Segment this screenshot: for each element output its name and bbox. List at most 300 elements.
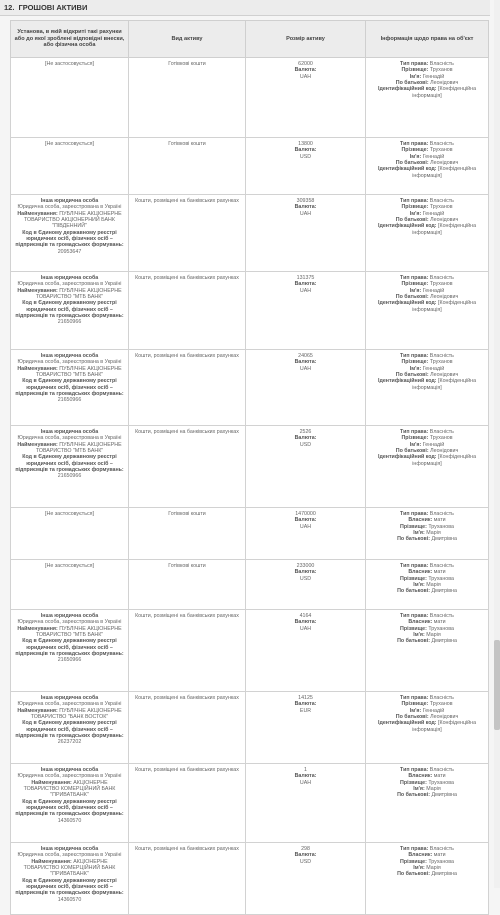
amount-value: 233000	[296, 563, 315, 569]
asset-type-cell: Готівкові кошти	[129, 58, 246, 138]
right-name-value: Геннадій	[422, 707, 445, 714]
right-id-code	[369, 86, 485, 99]
currency-label: Валюта:	[294, 569, 317, 576]
amount-value: 1	[304, 767, 307, 773]
right-surname-value: Труханов	[429, 281, 453, 288]
amount-value: 13800	[298, 141, 313, 147]
institution-description: Юридична особа, зареєстрована в Україні	[17, 773, 122, 780]
amount-value: 309358	[296, 198, 315, 204]
institution-code-value: 21650966	[57, 473, 82, 480]
right-patronymic-value: Леонідович	[430, 160, 459, 167]
right-type-label: Тип права:	[400, 511, 429, 517]
institution-description: Юридична особа, зареєстрована в Україні	[17, 619, 122, 626]
right-id-code-label: Ідентифікаційний код:	[377, 378, 437, 385]
right-info-cell	[366, 508, 489, 560]
right-surname-value: Труханова	[428, 779, 454, 786]
right-info-cell	[366, 610, 489, 692]
institution-name-label: Найменування:	[31, 779, 72, 786]
table-row	[11, 692, 489, 764]
right-patronymic-label: По батькові:	[397, 792, 430, 799]
right-type-label: Тип права:	[400, 61, 429, 67]
right-patronymic	[369, 588, 485, 594]
institution-cell	[11, 138, 129, 195]
right-surname-value: Труханова	[428, 523, 454, 530]
right-surname-value: Труханова	[428, 575, 454, 582]
currency-label: Валюта:	[294, 67, 317, 74]
institution-name-label: Найменування:	[31, 858, 72, 865]
asset-type-cell: Кошти, розміщені на банківських рахунках	[129, 843, 246, 915]
right-id-code-label: Ідентифікаційний код:	[377, 720, 437, 727]
right-surname-label: Прізвище:	[401, 435, 429, 442]
right-id-code-value: [Конфіденційна інформація]	[412, 86, 477, 99]
right-name-label: Ім'я:	[409, 210, 422, 217]
institution-name	[14, 366, 125, 379]
right-info-cell	[366, 764, 489, 843]
right-patronymic-value: Леонідович	[430, 217, 459, 224]
currency-value: UAH	[299, 287, 312, 294]
column-header-right-info: Інформація щодо права на об'єкт	[366, 21, 489, 58]
right-name-label: Ім'я:	[413, 530, 425, 537]
currency-label: Валюта:	[294, 281, 317, 288]
currency-value: UAH	[299, 779, 312, 786]
currency-value: UAH	[299, 625, 312, 632]
amount-value: 4164	[299, 613, 312, 619]
currency-value: USD	[299, 441, 312, 448]
right-type-label: Тип права:	[400, 613, 429, 619]
institution-description: Юридична особа, зареєстрована в Україні	[17, 359, 122, 366]
right-name-value: Геннадій	[422, 441, 445, 448]
currency-label: Валюта:	[294, 701, 317, 708]
right-type-value: Власність	[429, 511, 454, 517]
currency-label: Валюта:	[294, 517, 317, 524]
right-surname-value: Труханова	[428, 858, 454, 865]
right-type-label: Тип права:	[400, 767, 429, 773]
scrollbar-thumb[interactable]	[494, 640, 500, 730]
institution-name	[14, 780, 125, 799]
institution-code	[14, 300, 125, 325]
right-name-label: Ім'я:	[413, 582, 425, 589]
right-surname-label: Прізвище:	[401, 281, 429, 288]
institution-name	[14, 442, 125, 455]
right-name-label: Ім'я:	[409, 441, 422, 448]
institution-code-label: Код в Єдиному державному реєстрі юридичних осіб, фізичних осіб – підприємців та громадських формувань:	[15, 638, 124, 658]
right-info-cell	[366, 138, 489, 195]
currency-label: Валюта:	[294, 619, 317, 626]
right-name-value: Геннадій	[422, 210, 445, 217]
amount-cell	[246, 560, 366, 610]
right-patronymic-label: По батькові:	[395, 448, 429, 455]
institution-category: Інша юридична особа	[40, 767, 99, 773]
right-id-code-label: Ідентифікаційний код:	[377, 454, 437, 461]
currency-label: Валюта:	[294, 359, 317, 366]
right-surname-label: Прізвище:	[400, 575, 427, 582]
right-type-label: Тип права:	[400, 846, 429, 852]
right-type-value: Власність	[429, 767, 454, 773]
right-type-label: Тип права:	[400, 141, 429, 147]
institution-name-value: АКЦІОНЕРНЕ ТОВАРИСТВО КОМЕРЦІЙНИЙ БАНК "ПРИВАТБАНК"	[23, 858, 116, 878]
asset-type-cell: Кошти, розміщені на банківських рахунках	[129, 610, 246, 692]
right-owner-value: мати	[433, 852, 446, 859]
currency-label: Валюта:	[294, 852, 317, 859]
amount-cell	[246, 843, 366, 915]
right-owner-label: Власник:	[408, 619, 433, 626]
right-name-label: Ім'я:	[413, 632, 425, 639]
right-surname-value: Труханов	[429, 204, 453, 211]
institution-description: Юридична особа, зареєстрована в Україні	[17, 204, 122, 211]
right-owner-value: мати	[433, 517, 446, 524]
institution-code-label: Код в Єдиному державному реєстрі юридичних осіб, фізичних осіб – підприємців та громадських формувань:	[15, 454, 124, 474]
amount-cell	[246, 508, 366, 560]
amount-value: 62000	[298, 61, 313, 67]
institution-cell	[11, 195, 129, 272]
amount-cell	[246, 692, 366, 764]
right-id-code	[369, 378, 485, 391]
right-name-value: Геннадій	[422, 365, 445, 372]
institution-name-value: ПУБЛІЧНЕ АКЦІОНЕРНЕ ТОВАРИСТВО "МТБ БАНК"	[35, 625, 122, 639]
institution-name	[14, 288, 125, 301]
institution-name-value: ПУБЛІЧНЕ АКЦІОНЕРНЕ ТОВАРИСТВО "МТБ БАНК"	[35, 441, 122, 455]
amount-cell	[246, 350, 366, 426]
right-surname-value: Труханов	[429, 147, 453, 154]
institution-cell	[11, 560, 129, 610]
institution-code-value: 14360570	[57, 896, 82, 903]
institution-name-value: ПУБЛІЧНЕ АКЦІОНЕРНЕ ТОВАРИСТВО "БАНК ВОСТОК"	[30, 707, 122, 721]
right-name-label: Ім'я:	[409, 287, 422, 294]
right-surname-label: Прізвище:	[400, 858, 427, 865]
institution-name-label: Найменування:	[17, 707, 58, 714]
right-info-cell	[366, 560, 489, 610]
amount-value: 1470000	[295, 511, 316, 517]
institution-code-value: 20953647	[57, 248, 82, 255]
right-owner-value: мати	[433, 619, 446, 626]
institution-cell	[11, 508, 129, 560]
right-surname-label: Прізвище:	[400, 779, 427, 786]
right-name-label: Ім'я:	[409, 365, 422, 372]
right-id-code-value: [Конфіденційна інформація]	[412, 720, 477, 733]
right-type-label: Тип права:	[400, 429, 429, 435]
institution-cell	[11, 350, 129, 426]
right-patronymic-label: По батькові:	[397, 588, 430, 595]
right-type-label: Тип права:	[400, 275, 429, 281]
right-patronymic-label: По батькові:	[395, 80, 429, 87]
right-id-code-label: Ідентифікаційний код:	[377, 300, 437, 307]
right-patronymic	[369, 638, 485, 644]
institution-name	[14, 859, 125, 878]
institution-not-applicable: [Не застосовується]	[45, 511, 94, 517]
right-owner-label: Власник:	[408, 773, 433, 780]
right-surname-value: Труханов	[429, 701, 453, 708]
right-info-cell	[366, 58, 489, 138]
right-info-cell	[366, 692, 489, 764]
amount-cell	[246, 272, 366, 350]
institution-code-value: 21650966	[57, 319, 82, 326]
institution-not-applicable: [Не застосовується]	[45, 563, 94, 569]
right-id-code-value: [Конфіденційна інформація]	[412, 223, 477, 236]
right-type-value: Власність	[429, 275, 454, 281]
right-id-code-label: Ідентифікаційний код:	[377, 166, 437, 173]
right-patronymic	[369, 871, 485, 877]
currency-value: USD	[299, 858, 312, 865]
amount-cell	[246, 138, 366, 195]
amount-value: 298	[301, 846, 310, 852]
institution-cell	[11, 272, 129, 350]
right-info-cell	[366, 350, 489, 426]
right-name-value: Марія	[426, 865, 441, 872]
right-patronymic-label: По батькові:	[395, 372, 429, 379]
right-patronymic-value: Леонідович	[430, 448, 459, 455]
right-patronymic-value: Дмитрівна	[431, 871, 457, 878]
section-header	[0, 0, 490, 16]
currency-label: Валюта:	[294, 204, 317, 211]
institution-code	[14, 799, 125, 824]
right-id-code	[369, 720, 485, 733]
right-patronymic-value: Дмитрівна	[431, 792, 457, 799]
right-id-code	[369, 223, 485, 236]
right-surname-value: Труханова	[428, 625, 454, 632]
amount-value: 14125	[298, 695, 313, 701]
institution-description: Юридична особа, зареєстрована в Україні	[17, 701, 122, 708]
institution-code-value: 26237202	[57, 739, 82, 746]
right-name-value: Марія	[426, 786, 441, 793]
right-name-value: Марія	[426, 530, 441, 537]
right-surname-label: Прізвище:	[401, 67, 429, 74]
table-row	[11, 195, 489, 272]
right-type-label: Тип права:	[400, 198, 429, 204]
column-header-institution: Установа, в якій відкриті такі рахунки або до якої зроблені відповідні внески, або фізична особа	[11, 21, 129, 58]
right-type-value: Власність	[429, 198, 454, 204]
amount-cell	[246, 58, 366, 138]
institution-code	[14, 638, 125, 663]
section-number: 12.	[4, 3, 15, 12]
right-id-code	[369, 454, 485, 467]
right-id-code	[369, 300, 485, 313]
institution-name-label: Найменування:	[17, 625, 58, 632]
institution-name-label: Найменування:	[17, 287, 58, 294]
right-type-value: Власність	[429, 429, 454, 435]
right-id-code-label: Ідентифікаційний код:	[377, 223, 437, 230]
table-row	[11, 764, 489, 843]
right-name-value: Марія	[426, 632, 441, 639]
right-patronymic-label: По батькові:	[397, 638, 430, 645]
table-row	[11, 138, 489, 195]
right-name-label: Ім'я:	[409, 153, 422, 160]
institution-code-value: 21650966	[57, 397, 82, 404]
right-patronymic-value: Дмитрівна	[431, 638, 457, 645]
right-owner-value: мати	[433, 773, 446, 780]
right-patronymic-label: По батькові:	[395, 160, 429, 167]
table-row	[11, 350, 489, 426]
right-surname-label: Прізвище:	[401, 359, 429, 366]
right-id-code-value: [Конфіденційна інформація]	[412, 378, 477, 391]
amount-cell	[246, 195, 366, 272]
column-header-amount: Розмір активу	[246, 21, 366, 58]
right-id-code-value: [Конфіденційна інформація]	[412, 300, 477, 313]
right-patronymic-value: Дмитрівна	[431, 536, 457, 543]
institution-code-label: Код в Єдиному державному реєстрі юридичних осіб, фізичних осіб – підприємців та громадських формувань:	[15, 720, 124, 740]
right-patronymic-value: Леонідович	[430, 294, 459, 301]
right-surname-value: Труханов	[429, 359, 453, 366]
asset-type-cell: Кошти, розміщені на банківських рахунках	[129, 272, 246, 350]
table-row	[11, 272, 489, 350]
currency-value: UAH	[299, 365, 312, 372]
institution-code-label: Код в Єдиному державному реєстрі юридичних осіб, фізичних осіб – підприємців та громадських формувань:	[15, 798, 124, 818]
institution-description: Юридична особа, зареєстрована в Україні	[17, 435, 122, 442]
institution-name-value: ПУБЛІЧНЕ АКЦІОНЕРНЕ ТОВАРИСТВО "МТБ БАНК"	[35, 365, 122, 379]
asset-type-cell: Кошти, розміщені на банківських рахунках	[129, 350, 246, 426]
scrollbar[interactable]	[494, 0, 500, 888]
institution-code	[14, 378, 125, 403]
right-name-value: Геннадій	[422, 73, 445, 80]
asset-type-cell: Готівкові кошти	[129, 560, 246, 610]
currency-value: USD	[299, 153, 312, 160]
right-surname-label: Прізвище:	[401, 204, 429, 211]
right-surname-label: Прізвище:	[400, 523, 427, 530]
right-name-value: Марія	[426, 582, 441, 589]
right-type-value: Власність	[429, 61, 454, 67]
currency-value: UAH	[299, 523, 312, 530]
institution-cell	[11, 426, 129, 508]
asset-type-cell: Кошти, розміщені на банківських рахунках	[129, 426, 246, 508]
right-patronymic-label: По батькові:	[395, 217, 429, 224]
right-type-label: Тип права:	[400, 563, 429, 569]
currency-value: UAH	[299, 210, 312, 217]
right-id-code-value: [Конфіденційна інформація]	[412, 454, 477, 467]
institution-not-applicable: [Не застосовується]	[45, 141, 94, 147]
right-surname-value: Труханов	[429, 67, 453, 74]
institution-name	[14, 708, 125, 721]
institution-code-label: Код в Єдиному державному реєстрі юридичних осіб, фізичних осіб – підприємців та громадських формувань:	[15, 378, 124, 398]
institution-not-applicable: [Не застосовується]	[45, 61, 94, 67]
right-type-value: Власність	[429, 141, 454, 147]
right-patronymic	[369, 792, 485, 798]
right-id-code-label: Ідентифікаційний код:	[377, 86, 437, 93]
institution-name	[14, 626, 125, 639]
table-row	[11, 610, 489, 692]
right-patronymic	[369, 536, 485, 542]
institution-category: Інша юридична особа	[40, 429, 99, 435]
right-patronymic-label: По батькові:	[395, 714, 429, 721]
right-patronymic-value: Леонідович	[430, 80, 459, 87]
institution-code	[14, 878, 125, 903]
section-title: ГРОШОВІ АКТИВИ	[18, 3, 88, 12]
currency-value: USD	[299, 575, 312, 582]
right-type-value: Власність	[429, 353, 454, 359]
institution-code-value: 14360570	[57, 817, 82, 824]
asset-type-cell: Кошти, розміщені на банківських рахунках	[129, 764, 246, 843]
institution-name-label: Найменування:	[17, 210, 58, 217]
right-surname-label: Прізвище:	[400, 625, 427, 632]
right-owner-label: Власник:	[408, 569, 433, 576]
right-patronymic-value: Дмитрівна	[431, 588, 457, 595]
right-type-value: Власність	[429, 846, 454, 852]
institution-name-value: ПУБЛІЧНЕ АКЦІОНЕРНЕ ТОВАРИСТВО "МТБ БАНК"	[35, 287, 122, 301]
currency-label: Валюта:	[294, 435, 317, 442]
table-row	[11, 843, 489, 915]
amount-value: 2526	[299, 429, 312, 435]
asset-type-cell: Кошти, розміщені на банківських рахунках	[129, 692, 246, 764]
right-name-value: Геннадій	[422, 153, 445, 160]
currency-label: Валюта:	[294, 147, 317, 154]
right-patronymic-value: Леонідович	[430, 372, 459, 379]
institution-category: Інша юридична особа	[40, 275, 99, 281]
institution-category: Інша юридична особа	[40, 613, 99, 619]
asset-type-cell: Кошти, розміщені на банківських рахунках	[129, 195, 246, 272]
column-header-asset-type: Вид активу	[129, 21, 246, 58]
amount-cell	[246, 426, 366, 508]
right-name-label: Ім'я:	[409, 707, 422, 714]
right-info-cell	[366, 426, 489, 508]
institution-name	[14, 211, 125, 230]
right-type-label: Тип права:	[400, 695, 429, 701]
right-surname-label: Прізвище:	[401, 701, 429, 708]
right-patronymic-label: По батькові:	[397, 536, 430, 543]
cash-assets-table	[10, 20, 489, 915]
institution-name-label: Найменування:	[17, 365, 58, 372]
institution-category: Інша юридична особа	[40, 695, 99, 701]
table-row	[11, 508, 489, 560]
right-type-value: Власність	[429, 613, 454, 619]
currency-value: EUR	[299, 707, 312, 714]
institution-cell	[11, 692, 129, 764]
institution-name-label: Найменування:	[17, 441, 58, 448]
amount-value: 24065	[298, 353, 313, 359]
table-row	[11, 560, 489, 610]
institution-code-label: Код в Єдиному державному реєстрі юридичних осіб, фізичних осіб – підприємців та громадських формувань:	[15, 300, 124, 320]
right-info-cell	[366, 843, 489, 915]
institution-category: Інша юридична особа	[40, 198, 99, 204]
institution-cell	[11, 764, 129, 843]
right-id-code	[369, 166, 485, 179]
table-row	[11, 58, 489, 138]
institution-cell	[11, 610, 129, 692]
institution-code-label: Код в Єдиному державному реєстрі юридичних осіб, фізичних осіб – підприємців та громадських формувань:	[15, 229, 124, 249]
institution-cell	[11, 58, 129, 138]
right-owner-label: Власник:	[408, 517, 433, 524]
right-surname-label: Прізвище:	[401, 147, 429, 154]
institution-code	[14, 454, 125, 479]
institution-code	[14, 230, 125, 255]
table-row	[11, 426, 489, 508]
right-type-value: Власність	[429, 695, 454, 701]
table-header-row	[11, 21, 489, 58]
right-type-label: Тип права:	[400, 353, 429, 359]
right-name-value: Геннадій	[422, 287, 445, 294]
right-name-label: Ім'я:	[409, 73, 422, 80]
amount-cell	[246, 610, 366, 692]
right-id-code-value: [Конфіденційна інформація]	[412, 166, 477, 179]
currency-label: Валюта:	[294, 773, 317, 780]
asset-type-cell: Готівкові кошти	[129, 508, 246, 560]
right-patronymic-value: Леонідович	[430, 714, 459, 721]
institution-code	[14, 720, 125, 745]
institution-code-value: 21650966	[57, 657, 82, 664]
right-owner-label: Власник:	[408, 852, 433, 859]
amount-value: 131375	[296, 275, 315, 281]
institution-cell	[11, 843, 129, 915]
right-patronymic-label: По батькові:	[395, 294, 429, 301]
right-info-cell	[366, 272, 489, 350]
institution-description: Юридична особа, зареєстрована в Україні	[17, 852, 122, 859]
institution-category: Інша юридична особа	[40, 353, 99, 359]
currency-value: UAH	[299, 73, 312, 80]
right-surname-value: Труханов	[429, 435, 453, 442]
right-owner-value: мати	[433, 569, 446, 576]
institution-description: Юридична особа, зареєстрована в Україні	[17, 281, 122, 288]
institution-name-value: ПУБЛІЧНЕ АКЦІОНЕРНЕ ТОВАРИСТВО АКЦІОНЕРНИЙ БАНК "ПІВДЕННИЙ"	[24, 210, 122, 230]
asset-type-cell: Готівкові кошти	[129, 138, 246, 195]
right-type-value: Власність	[429, 563, 454, 569]
institution-category: Інша юридична особа	[40, 846, 99, 852]
